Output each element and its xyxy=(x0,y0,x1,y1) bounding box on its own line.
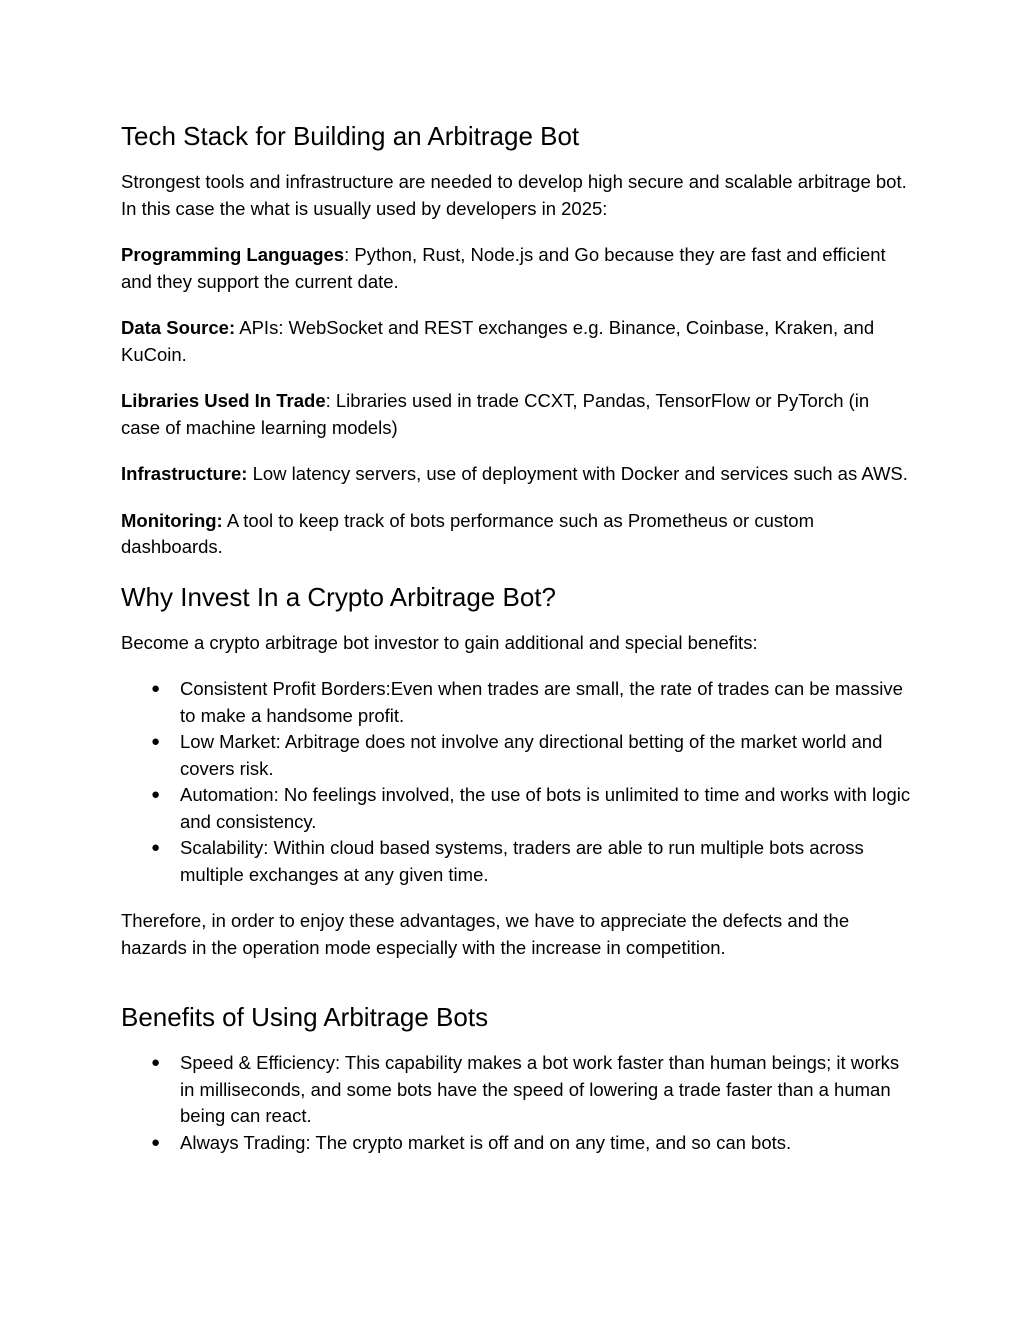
bullet-icon: ● xyxy=(151,733,161,750)
list-item xyxy=(121,729,911,782)
tech-stack-intro: Strongest tools and infrastructure are needed to develop high secure and scalable arbitrage bot. In this case the what is usually used by developers in 2025: xyxy=(121,171,907,219)
list-item xyxy=(121,782,911,835)
list-item xyxy=(121,835,911,888)
tech-stack-item-text: : Python, Rust, Node.js and Go because they are fast and efficient and they support the current date. xyxy=(121,244,886,292)
tech-stack-item-label: Libraries Used In Trade xyxy=(121,390,326,411)
bullet-icon: ● xyxy=(151,839,161,856)
document-page xyxy=(121,118,911,1156)
list-item xyxy=(121,676,911,729)
bullet-icon: ● xyxy=(151,786,161,803)
tech-stack-item xyxy=(121,461,911,488)
list-item-text: Scalability: Within cloud based systems, traders are able to run multiple bots across multiple exchanges at any given time. xyxy=(180,837,864,885)
list-item-text: Speed & Efficiency: This capability makes a bot work faster than human beings; it works in milliseconds, and some bots have the speed of lowering a trade faster than a human being can react. xyxy=(180,1052,900,1126)
tech-stack-item-text: A tool to keep track of bots performance such as Prometheus or custom dashboards. xyxy=(121,509,814,557)
tech-stack-item-text: Low latency servers, use of deployment with Docker and services such as AWS. xyxy=(247,463,908,484)
why-invest-intro: Become a crypto arbitrage bot investor to gain additional and special benefits: xyxy=(121,631,758,653)
why-invest-list xyxy=(121,676,911,888)
list-item-text: Low Market: Arbitrage does not involve any directional betting of the market world and covers risk. xyxy=(180,731,883,779)
tech-stack-item xyxy=(121,242,911,295)
tech-stack-item-label: Programming Languages xyxy=(121,244,345,265)
tech-stack-item xyxy=(121,388,911,441)
list-item xyxy=(121,1050,911,1130)
tech-stack-item-label: Monitoring: xyxy=(121,509,223,531)
bullet-icon: ● xyxy=(151,680,161,697)
section-heading-tech-stack: Tech Stack for Building an Arbitrage Bot xyxy=(121,121,580,151)
list-item-text: Automation: No feelings involved, the use of bots is unlimited to time and works with logic and consistency. xyxy=(180,784,911,832)
bullet-icon: ● xyxy=(151,1133,161,1151)
tech-stack-item-text: APIs: WebSocket and REST exchanges e.g. Binance, Coinbase, Kraken, and KuCoin. xyxy=(121,317,875,365)
list-item xyxy=(121,1130,911,1157)
tech-stack-item-label: Data Source: xyxy=(121,317,236,338)
benefits-list xyxy=(121,1050,911,1156)
tech-stack-item-text: : Libraries used in trade CCXT, Pandas, TensorFlow or PyTorch (in case of machine learning models) xyxy=(121,390,870,438)
why-invest-conclusion: Therefore, in order to enjoy these advantages, we have to appreciate the defects and the hazards in the operation mode especially with the increase in competition. xyxy=(121,910,850,958)
tech-stack-item xyxy=(121,508,911,561)
list-item-text: Always Trading: The crypto market is off and on any time, and so can bots. xyxy=(180,1131,792,1153)
section-heading-benefits: Benefits of Using Arbitrage Bots xyxy=(121,1002,489,1032)
list-item-text: Consistent Profit Borders:Even when trades are small, the rate of trades can be massive to make a handsome profit. xyxy=(180,678,903,726)
section-heading-why-invest: Why Invest In a Crypto Arbitrage Bot? xyxy=(121,581,556,612)
tech-stack-item-label: Infrastructure: xyxy=(121,463,248,484)
tech-stack-item xyxy=(121,315,911,368)
bullet-icon: ● xyxy=(151,1054,161,1071)
